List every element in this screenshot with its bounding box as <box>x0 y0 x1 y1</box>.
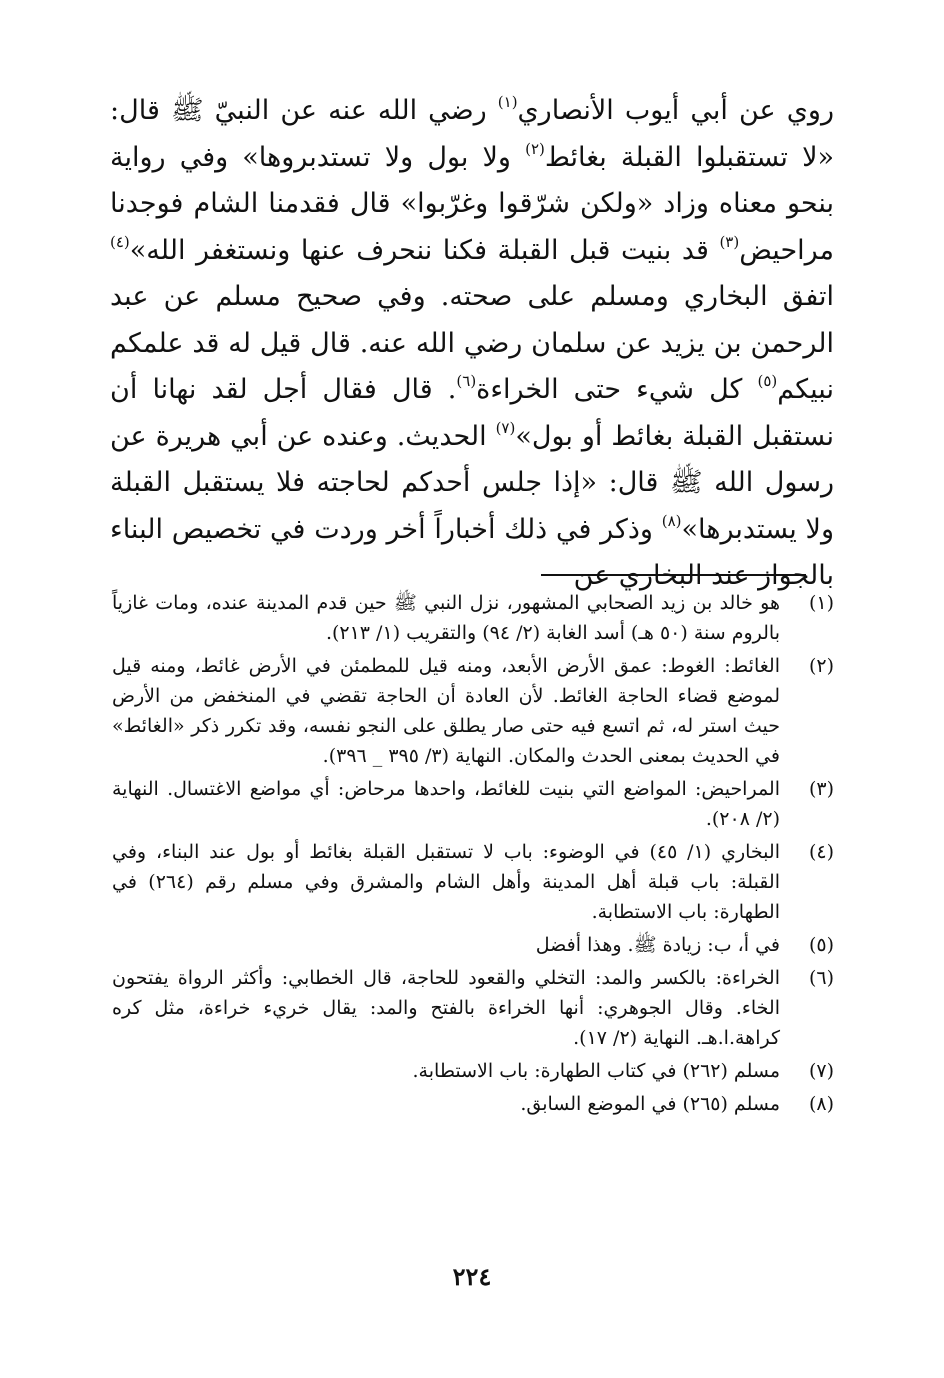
footnote-item <box>112 963 834 1053</box>
footnote-number: (٥) <box>808 934 834 956</box>
text-segment: كل شيء حتى الخراءة <box>476 374 758 405</box>
footnote-number: (٢) <box>808 655 834 677</box>
text-segment: روي عن أبي أيوب الأنصاري <box>517 95 834 126</box>
text-segment: ولا بول ولا تستدبروها» وفي رواية بنحو معناه وزاد «ولكن شرّقوا وغرّبوا» قال فقدمنا الشام فوجدنا مراحيض <box>110 141 834 266</box>
footnote-number: (٨) <box>808 1093 834 1115</box>
footnote-ref[interactable]: (٤) <box>110 232 130 251</box>
footnote-ref[interactable]: (٨) <box>661 511 682 530</box>
footnote-ref[interactable]: (١) <box>497 93 518 111</box>
footnote-ref[interactable]: (٢) <box>525 139 545 158</box>
footnote-number: (١) <box>808 592 834 614</box>
text-segment: رضي الله عنه عن النبيّ ﷺ قال: «لا تستقبلوا القبلة بغائط <box>110 95 834 173</box>
footnote-text: البخاري (١/ ٤٥) في الوضوء: باب لا تستقبل القبلة بغائط أو بول عند البناء، وفي القبلة: باب قبلة أهل المدينة وأهل الشام والمشرق وفي مسلم رقم (٢٦٤) في الطهارة: باب الاستطابة. <box>112 841 780 923</box>
footnote-item <box>112 651 834 771</box>
footnote-text: مسلم (٢٦٢) في كتاب الطهارة: باب الاستطابة. <box>412 1060 780 1082</box>
footnote-number: (٣) <box>808 778 834 800</box>
footnote-item <box>112 774 834 834</box>
footnote-divider <box>541 574 806 576</box>
footnotes-list <box>112 588 834 1122</box>
footnote-text: المراحيض: المواضع التي بنيت للغائط، واحدها مرحاض: أي مواضع الاغتسال. النهاية (٢/ ٢٠٨). <box>112 778 780 830</box>
footnote-text: مسلم (٢٦٥) في الموضع السابق. <box>520 1093 780 1115</box>
main-text <box>110 88 834 600</box>
page-number: ٢٢٤ <box>452 1262 492 1291</box>
text-segment: اتفق البخاري ومسلم على صحته. وفي صحيح مسلم عن عبد الرحمن بن يزيد عن سلمان رضي الله عنه. قال قيل له قد علمكم نبيكم <box>110 281 834 405</box>
text-segment: قد بنيت قبل القبلة فكنا ننحرف عنها ونستغفر الله» <box>129 234 720 266</box>
footnote-item <box>112 1056 834 1086</box>
footnote-text: الخراءة: بالكسر والمد: التخلي والقعود للحاجة، قال الخطابي: وأكثر الرواة يفتحون الخاء. وقال الجوهري: أنها الخراءة بالفتح والمد: يقال خريء خراءة، مثل كره كراهة.ا.هـ. النهاية (٢/ ١٧). <box>112 967 780 1049</box>
footnote-item <box>112 588 834 648</box>
footnote-ref[interactable]: (٦) <box>456 372 477 390</box>
footnote-text: في أ، ب: زيادة ﷺ. وهذا أفضل <box>535 934 780 956</box>
text-segment: الحديث. وعنده عن أبي هريرة عن رسول الله ﷺ قال: «إذا جلس أحدكم لحاجته فلا يستقبل القبلة ولا يستدبرها» <box>110 420 834 545</box>
footnote-ref[interactable]: (٧) <box>495 418 516 437</box>
footnote-item <box>112 1089 834 1119</box>
footnote-number: (٦) <box>808 967 834 989</box>
footnote-text: الغائط: الغوط: عمق الأرض الأبعد، ومنه قيل للمطمئن في الأرض غائط، ومنه قيل لموضع قضاء الحاجة الغائط. لأن العادة أن الحاجة تقضي في المنخفض من الأرض حيث استر له، ثم اتسع فيه حتى صار يطلق على النجو نفسه، وقد تكرر ذكر «الغائط» في الحديث بمعنى الحدث والمكان. النهاية (٣/ ٣٩٥ _ ٣٩٦). <box>112 655 780 767</box>
text-segment: وذكر في ذلك أخباراً أخر وردت في تخصيص البناء بالجواز عند البخاري عن <box>110 513 834 591</box>
footnote-number: (٧) <box>808 1060 834 1082</box>
footnote-item <box>112 930 834 960</box>
footnote-item <box>112 837 834 927</box>
footnote-number: (٤) <box>808 841 834 863</box>
footnote-ref[interactable]: (٣) <box>719 232 740 251</box>
footnote-text: هو خالد بن زيد الصحابي المشهور، نزل النبي ﷺ حين قدم المدينة عنده، ومات غازياً بالروم سنة (٥٠ هـ) أسد الغابة (٢/ ٩٤) والتقريب (١/ ٢١٣). <box>112 592 780 644</box>
footnote-ref[interactable]: (٥) <box>757 372 778 390</box>
text-segment: . قال فقال أجل لقد نهانا أن نستقبل القبلة بغائط أو بول» <box>110 374 834 452</box>
